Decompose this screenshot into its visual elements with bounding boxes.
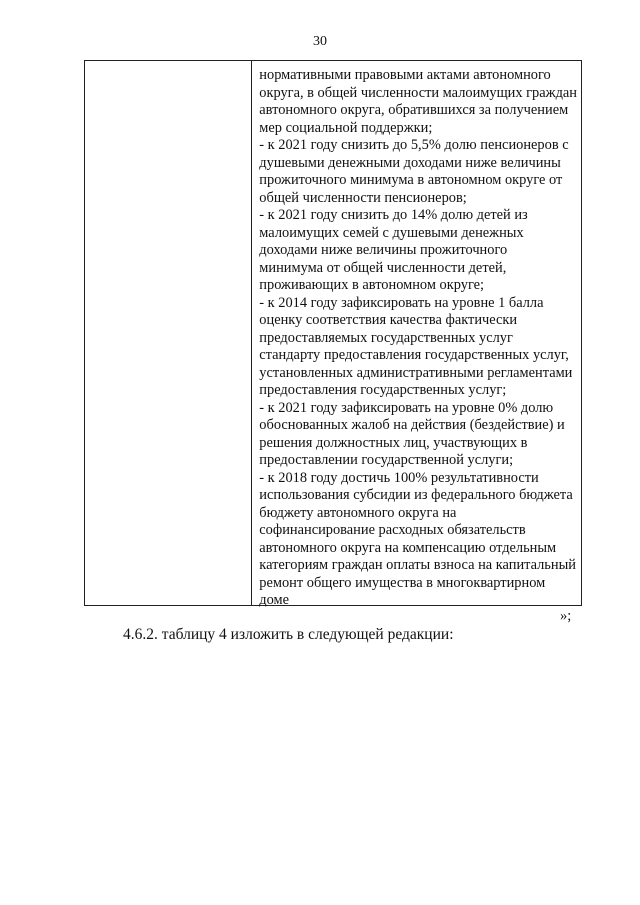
table-text-line: - к 2021 году снизить до 14% долю детей из: [259, 207, 528, 223]
table-text-line: нормативными правовыми актами автономного: [259, 67, 551, 83]
table-text-line: - к 2014 году зафиксировать на уровне 1 балла: [259, 294, 544, 311]
table-text-line: предоставлении государственной услуги;: [259, 452, 514, 468]
table-text-line: прожиточного минимума в автономном округе от: [259, 172, 563, 188]
table-text-line: ремонт общего имущества в многоквартирном: [259, 574, 546, 591]
table-text-line: автономного округа, обратившихся за получением: [259, 102, 569, 118]
table-text-line: предоставляемых государственных услуг: [259, 329, 513, 346]
table-text-line: - к 2021 году зафиксировать на уровне 0% долю: [259, 399, 554, 416]
document-table-fragment: [84, 60, 582, 606]
table-text-line: душевыми денежными доходами ниже величины: [259, 154, 561, 171]
table-text-line: софинансирование расходных обязательств: [259, 522, 526, 538]
page-number: 30: [313, 34, 327, 49]
table-text-line: категориям граждан оплаты взноса на капитальный: [259, 557, 576, 573]
table-text-line: малоимущих семей с душевыми денежных: [259, 224, 524, 241]
table-left-cell: [85, 61, 252, 605]
table-text-line: доходами ниже величины прожиточного: [259, 242, 508, 258]
table-text-line: мер социальной поддержки;: [259, 119, 433, 136]
table-text-line: проживающих в автономном округе;: [259, 277, 485, 293]
table-text-line: - к 2021 году снизить до 5,5% долю пенсионеров с: [259, 137, 569, 153]
table-text-line: - к 2018 году достичь 100% результативности: [259, 469, 539, 486]
table-text-line: минимума от общей численности детей,: [259, 259, 507, 276]
table-text-line: оценку соответствия качества фактически: [259, 312, 518, 328]
table-text-line: общей численности пенсионеров;: [259, 189, 467, 206]
table-text-line: стандарту предоставления государственных услуг,: [259, 347, 569, 363]
table-text-line: использования субсидии из федерального бюджета: [259, 487, 573, 503]
table-right-cell: [252, 61, 581, 608]
table-text-line: автономного округа на компенсацию отдельным: [259, 539, 557, 556]
table-text-line: установленных административными регламентами: [259, 364, 573, 381]
table-text-line: округа, в общей численности малоимущих граждан: [259, 84, 577, 101]
table-text-line: решения должностных лиц, участвующих в: [259, 434, 528, 451]
amendment-instruction: 4.6.2. таблицу 4 изложить в следующей редакции:: [123, 626, 454, 643]
closing-quote: »;: [560, 608, 572, 624]
table-text-line: доме: [259, 592, 290, 608]
table-text-line: предоставления государственных услуг;: [259, 382, 507, 398]
table-text-line: обоснованных жалоб на действия (бездействие) и: [259, 417, 565, 433]
table-text-line: бюджету автономного округа на: [259, 504, 457, 521]
